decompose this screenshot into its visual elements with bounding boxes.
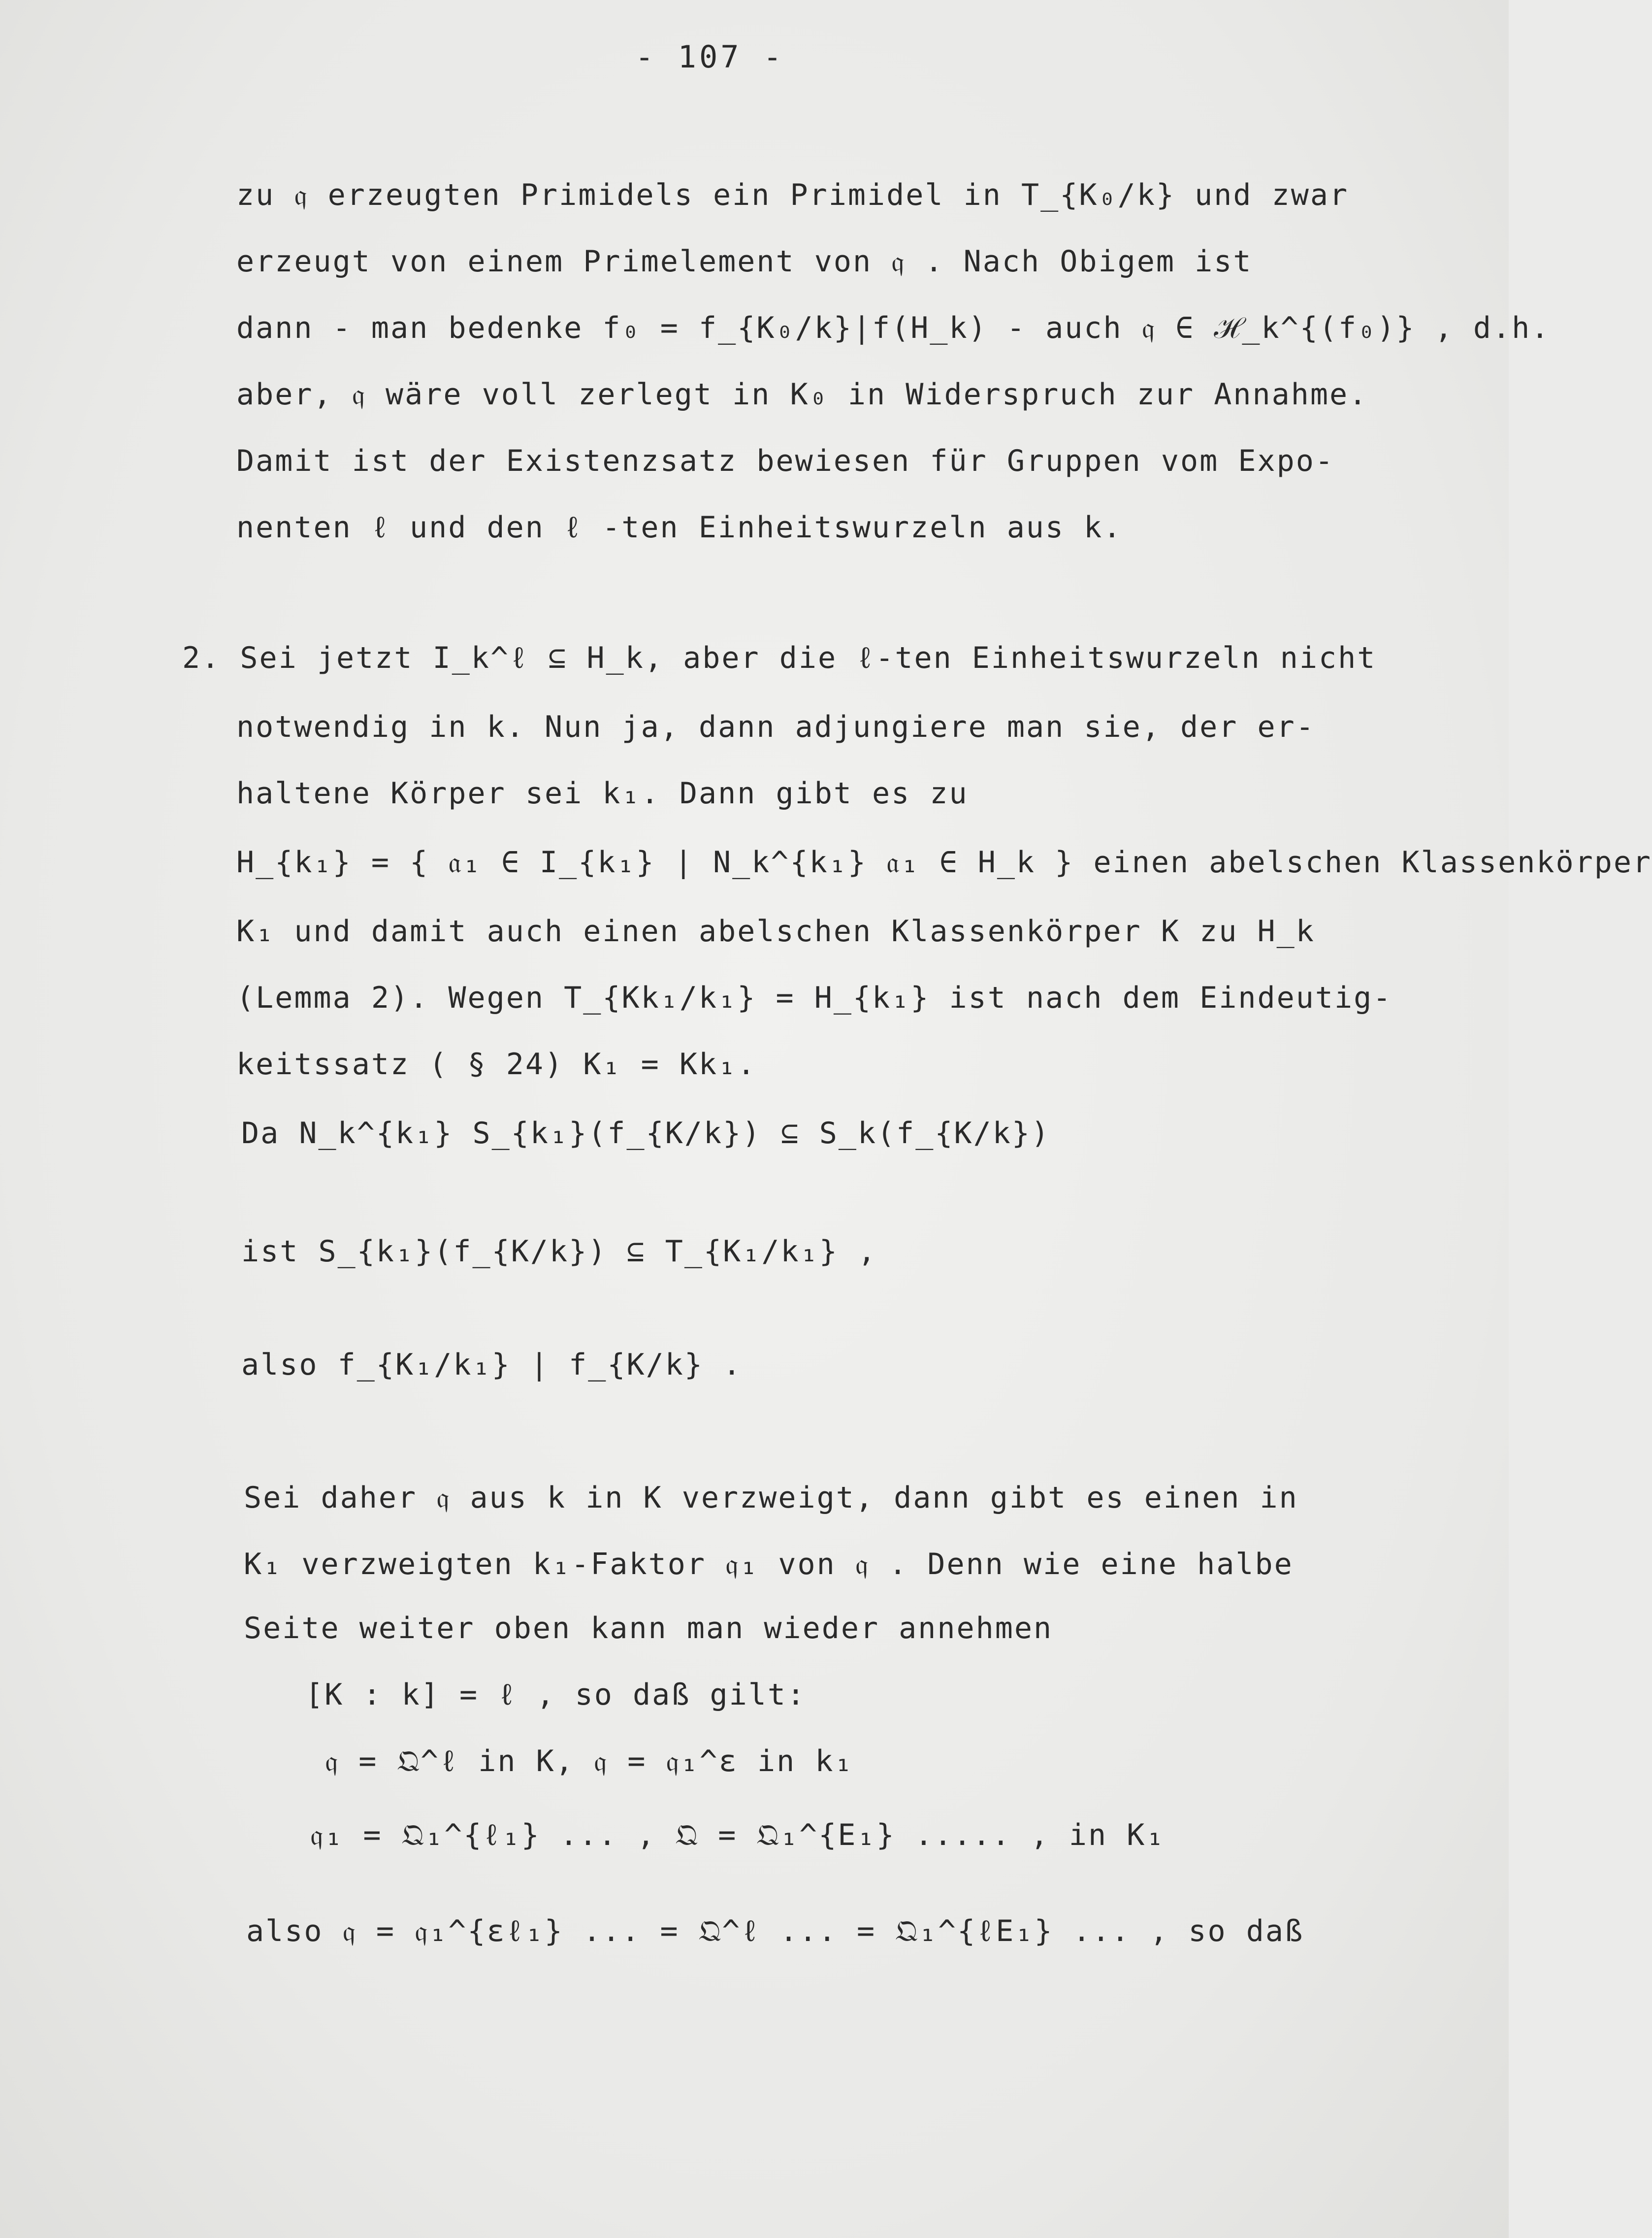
text-line-1: zu 𝔮 erzeugten Primidels ein Primidel in T_{K₀/k} und zwar bbox=[236, 178, 1349, 212]
text-line-10: H_{k₁} = { 𝔞₁ ∈ I_{k₁} | N_k^{k₁} 𝔞₁ ∈ H_k } einen abelschen Klassenkörper bbox=[236, 845, 1652, 880]
text-line-22: 𝔮₁ = 𝔔₁^{ℓ₁} ... , 𝔔 = 𝔔₁^{E₁} ..... , in K₁ bbox=[310, 1818, 1166, 1852]
text-line-16: also f_{K₁/k₁} | f_{K/k} . bbox=[241, 1348, 743, 1382]
text-line-2: erzeugt von einem Primelement von 𝔮 . Nach Obigem ist bbox=[236, 244, 1253, 279]
text-line-9: haltene Körper sei k₁. Dann gibt es zu bbox=[236, 776, 969, 811]
text-line-20: [K : k] = ℓ , so daß gilt: bbox=[305, 1678, 807, 1712]
text-line-4: aber, 𝔮 wäre voll zerlegt in K₀ in Widerspruch zur Annahme. bbox=[236, 377, 1368, 412]
page-number: - 107 - bbox=[635, 39, 785, 75]
text-line-6: nenten ℓ und den ℓ -ten Einheitswurzeln aus k. bbox=[236, 510, 1123, 545]
text-line-23: also 𝔮 = 𝔮₁^{εℓ₁} ... = 𝔔^ℓ ... = 𝔔₁^{ℓE₁} ... , so daß bbox=[246, 1914, 1304, 1948]
text-line-3: dann - man bedenke f₀ = f_{K₀/k}|f(H_k) - auch 𝔮 ∈ ℋ_k^{(f₀)} , d.h. bbox=[236, 311, 1551, 345]
text-line-8: notwendig in k. Nun ja, dann adjungiere man sie, der er- bbox=[236, 710, 1315, 744]
text-line-7: 2. Sei jetzt I_k^ℓ ⊆ H_k, aber die ℓ-ten Einheitswurzeln nicht bbox=[182, 641, 1377, 675]
text-line-12: (Lemma 2). Wegen T_{Kk₁/k₁} = H_{k₁} ist nach dem Eindeutig- bbox=[236, 981, 1393, 1015]
text-line-15: ist S_{k₁}(f_{K/k}) ⊆ T_{K₁/k₁} , bbox=[241, 1234, 877, 1269]
text-line-17: Sei daher 𝔮 aus k in K verzweigt, dann gibt es einen in bbox=[244, 1481, 1298, 1515]
text-line-21: 𝔮 = 𝔔^ℓ in K, 𝔮 = 𝔮₁^ε in k₁ bbox=[325, 1744, 854, 1778]
text-line-13: keitssatz ( § 24) K₁ = Kk₁. bbox=[236, 1047, 757, 1082]
text-line-11: K₁ und damit auch einen abelschen Klassenkörper K zu H_k bbox=[236, 914, 1315, 949]
text-line-5: Damit ist der Existenzsatz bewiesen für Gruppen vom Expo- bbox=[236, 444, 1335, 478]
text-line-14: Da N_k^{k₁} S_{k₁}(f_{K/k}) ⊆ S_k(f_{K/k}) bbox=[241, 1116, 1051, 1151]
text-line-19: Seite weiter oben kann man wieder annehmen bbox=[244, 1611, 1053, 1646]
text-line-18: K₁ verzweigten k₁-Faktor 𝔮₁ von 𝔮 . Denn wie eine halbe bbox=[244, 1547, 1294, 1581]
